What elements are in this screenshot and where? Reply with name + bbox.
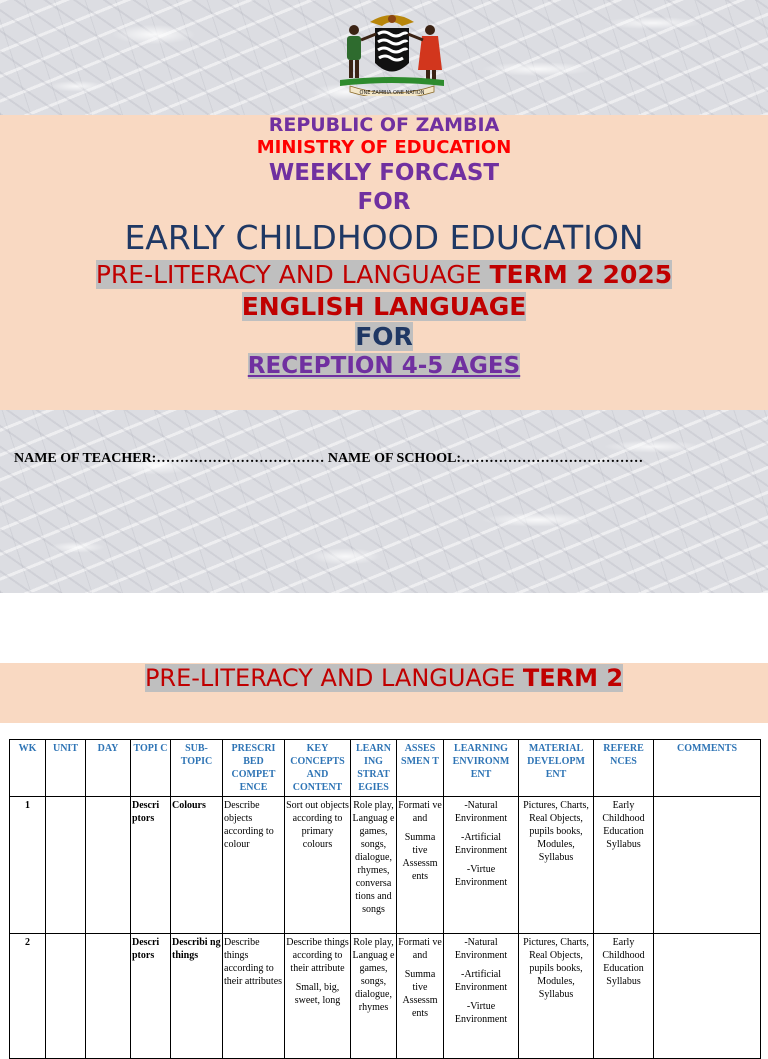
cell-day — [86, 934, 131, 1059]
cell-references: Early Childhood Education Syllabus — [594, 797, 654, 934]
col-header-day: DAY — [86, 740, 131, 797]
concepts-text: Sort out objects according to primary colours — [286, 800, 349, 850]
cell-concepts — [285, 797, 351, 934]
concepts-extra-text: Small, big, sweet, long — [294, 982, 341, 1006]
zambia-coat-of-arms — [330, 8, 454, 96]
republic-heading: REPUBLIC OF ZAMBIA — [268, 114, 500, 136]
col-header-strategies: LEARN ING STRAT EGIES — [351, 740, 397, 797]
for2-heading — [0, 322, 768, 351]
table-header-row — [10, 740, 761, 797]
col-header-assessment: ASSES SMEN T — [397, 740, 444, 797]
environment-virtue: -Virtue Environment — [454, 1001, 508, 1025]
cell-unit — [46, 797, 86, 934]
environment-artificial: -Artificial Environment — [454, 832, 508, 856]
assessment-text-1: Formati ve and — [398, 937, 442, 961]
forecast-heading: WEEKLY FORCAST — [268, 160, 500, 186]
cell-competence: Describe things according to their attributes — [223, 934, 285, 1059]
col-header-comments: COMMENTS — [654, 740, 761, 797]
col-header-materials: MATERIAL DEVELOPM ENT — [519, 740, 594, 797]
cell-wk: 2 — [10, 934, 46, 1059]
cell-materials: Pictures, Charts, Real Objects, pupils books, Modules, Syllabus — [519, 797, 594, 934]
cell-references: Early Childhood Education Syllabus — [594, 934, 654, 1059]
col-header-wk: WK — [10, 740, 46, 797]
table-row — [10, 934, 761, 1059]
environment-virtue: -Virtue Environment — [454, 864, 508, 888]
col-header-competence: PRESCRI BED COMPET ENCE — [223, 740, 285, 797]
concepts-text: Describe things according to their attribute — [286, 937, 349, 974]
subject-label: PRE-LITERACY AND LANGUAGE — [95, 260, 482, 289]
environment-natural: -Natural Environment — [454, 800, 508, 824]
english-label: ENGLISH LANGUAGE — [241, 292, 527, 321]
marble-background-middle — [0, 410, 768, 593]
for2-label: FOR — [355, 322, 413, 351]
cell-assessment — [397, 934, 444, 1059]
reception-heading — [0, 353, 768, 379]
col-header-references: REFERE NCES — [594, 740, 654, 797]
col-header-environment: LEARNING ENVIRONM ENT — [444, 740, 519, 797]
cell-strategies: Role play, Languag e games, songs, dialogue, rhymes, conversa tions and songs — [351, 797, 397, 934]
col-header-topic: TOPI C — [131, 740, 171, 797]
cell-concepts — [285, 934, 351, 1059]
cell-day — [86, 797, 131, 934]
col-header-subtopic: SUB-TOPIC — [171, 740, 223, 797]
assessment-text-2: Summa tive Assessm ents — [402, 832, 438, 882]
col-header-concepts: KEY CONCEPTS AND CONTENT — [285, 740, 351, 797]
environment-artificial: -Artificial Environment — [454, 969, 508, 993]
subject-term-heading — [0, 260, 768, 289]
cell-subtopic: Describi ng things — [171, 934, 223, 1059]
cell-topic: Descri ptors — [131, 797, 171, 934]
cell-unit — [46, 934, 86, 1059]
cell-competence: Describe objects according to colour — [223, 797, 285, 934]
table-row — [10, 797, 761, 934]
weekly-forecast-table — [9, 739, 761, 1059]
term-label: TERM 2 2025 — [489, 260, 673, 289]
coat-motto: ONE ZAMBIA ONE NATION — [359, 90, 425, 96]
cell-environment — [444, 797, 519, 934]
cell-comments — [654, 934, 761, 1059]
reception-label: RECEPTION 4-5 AGES — [247, 353, 521, 379]
cell-subtopic: Colours — [171, 797, 223, 934]
teacher-school-line: NAME OF TEACHER:……………………………… NAME OF SCHOOL:………………………………… — [14, 451, 644, 466]
cell-environment — [444, 934, 519, 1059]
cell-comments — [654, 797, 761, 934]
cell-wk: 1 — [10, 797, 46, 934]
for-heading: FOR — [357, 189, 411, 215]
english-heading — [0, 292, 768, 321]
cell-assessment — [397, 797, 444, 934]
cell-materials: Pictures, Charts, Real Objects, pupils books, Modules, Syllabus — [519, 934, 594, 1059]
section-term-label: TERM 2 — [522, 664, 624, 692]
ece-heading: EARLY CHILDHOOD EDUCATION — [124, 218, 644, 257]
assessment-text-2: Summa tive Assessm ents — [402, 969, 438, 1019]
ministry-heading: MINISTRY OF EDUCATION — [256, 137, 512, 158]
cell-topic: Descri ptors — [131, 934, 171, 1059]
section-subject-label: PRE-LITERACY AND LANGUAGE — [144, 664, 516, 692]
environment-natural: -Natural Environment — [454, 937, 508, 961]
assessment-text-1: Formati ve and — [398, 800, 442, 824]
cell-strategies: Role play, Languag e games, songs, dialogue, rhymes — [351, 934, 397, 1059]
section-title — [0, 664, 768, 692]
col-header-unit: UNIT — [46, 740, 86, 797]
